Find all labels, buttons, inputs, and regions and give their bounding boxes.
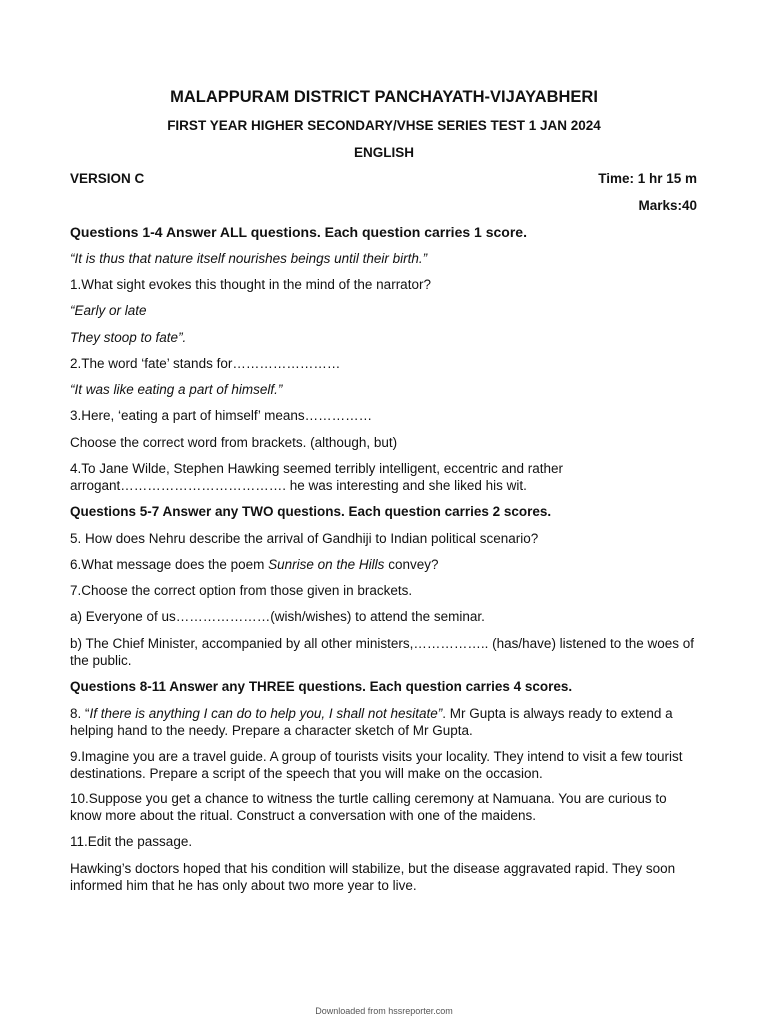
marks-label: Marks:40 xyxy=(638,198,697,213)
question-2: 2.The word ‘fate’ stands for…………………… xyxy=(70,356,341,371)
question-4: 4.To Jane Wilde, Stephen Hawking seemed terribly intelligent, eccentric and rather arrogant………………………………. he was interesting and she liked his wit. xyxy=(70,461,564,493)
time-label: Time: 1 hr 15 m xyxy=(598,171,697,186)
instruction-4: Choose the correct word from brackets. (although, but) xyxy=(70,435,398,450)
question-9: 9.Imagine you are a travel guide. A group of tourists visits your locality. They intend to visit a few tourist destinations. Prepare a script of the speech that you will make on the occasion. xyxy=(70,749,683,781)
subject-name: ENGLISH xyxy=(353,145,414,160)
question-8-quote: If there is anything I can do to help you, I shall not hesitate” xyxy=(89,706,443,721)
question-5: 5. How does Nehru describe the arrival of Gandhiji to Indian political scenario? xyxy=(70,531,539,546)
question-10: 10.Suppose you get a chance to witness the turtle calling ceremony at Namuana. You are curious to know more about the ritual. Construct a conversation with one of the maidens. xyxy=(70,791,667,823)
question-1: 1.What sight evokes this thought in the mind of the narrator? xyxy=(70,277,431,292)
question-6 xyxy=(70,557,700,574)
question-11: 11.Edit the passage. xyxy=(70,834,193,849)
question-6-end: convey? xyxy=(384,557,439,572)
question-8 xyxy=(70,706,700,739)
question-3: 3.Here, ‘eating a part of himself’ means…………… xyxy=(70,408,373,423)
section1-heading: Questions 1-4 Answer ALL questions. Each question carries 1 score. xyxy=(70,224,527,240)
version-label: VERSION C xyxy=(70,171,145,186)
quote-2b: They stoop to fate”. xyxy=(70,330,187,345)
exam-title: MALAPPURAM DISTRICT PANCHAYATH-VIJAYABHERI xyxy=(170,88,598,106)
question-8-text: . Mr Gupta is always ready to extend a helping hand to the needy. Prepare a character sketch of Mr Gupta. xyxy=(70,706,673,738)
question-8-open: 8. “ xyxy=(70,706,90,721)
edit-passage: Hawking’s doctors hoped that his condition will stabilize, but the disease aggravated rapid. They soon informed him that he has only about two more year to live. xyxy=(70,861,676,893)
exam-subtitle: FIRST YEAR HIGHER SECONDARY/VHSE SERIES TEST 1 JAN 2024 xyxy=(167,118,601,133)
quote-2a: “Early or late xyxy=(70,303,147,318)
question-7a: a) Everyone of us…………………(wish/wishes) to attend the seminar. xyxy=(70,609,485,624)
footer-source: Downloaded from hssreporter.com xyxy=(315,1006,453,1016)
question-6-text: 6.What message does the poem xyxy=(70,557,269,572)
question-7: 7.Choose the correct option from those given in brackets. xyxy=(70,583,413,598)
section3-heading: Questions 8-11 Answer any THREE questions. Each question carries 4 scores. xyxy=(70,679,573,694)
poem-title: Sunrise on the Hills xyxy=(268,557,385,572)
question-7b: b) The Chief Minister, accompanied by all other ministers,…………….. (has/have) listened to the woes of the public. xyxy=(70,636,695,668)
quote-1: “It is thus that nature itself nourishes beings until their birth.” xyxy=(70,251,428,266)
quote-3: “It was like eating a part of himself.” xyxy=(70,382,283,397)
section2-heading: Questions 5-7 Answer any TWO questions. Each question carries 2 scores. xyxy=(70,504,552,519)
